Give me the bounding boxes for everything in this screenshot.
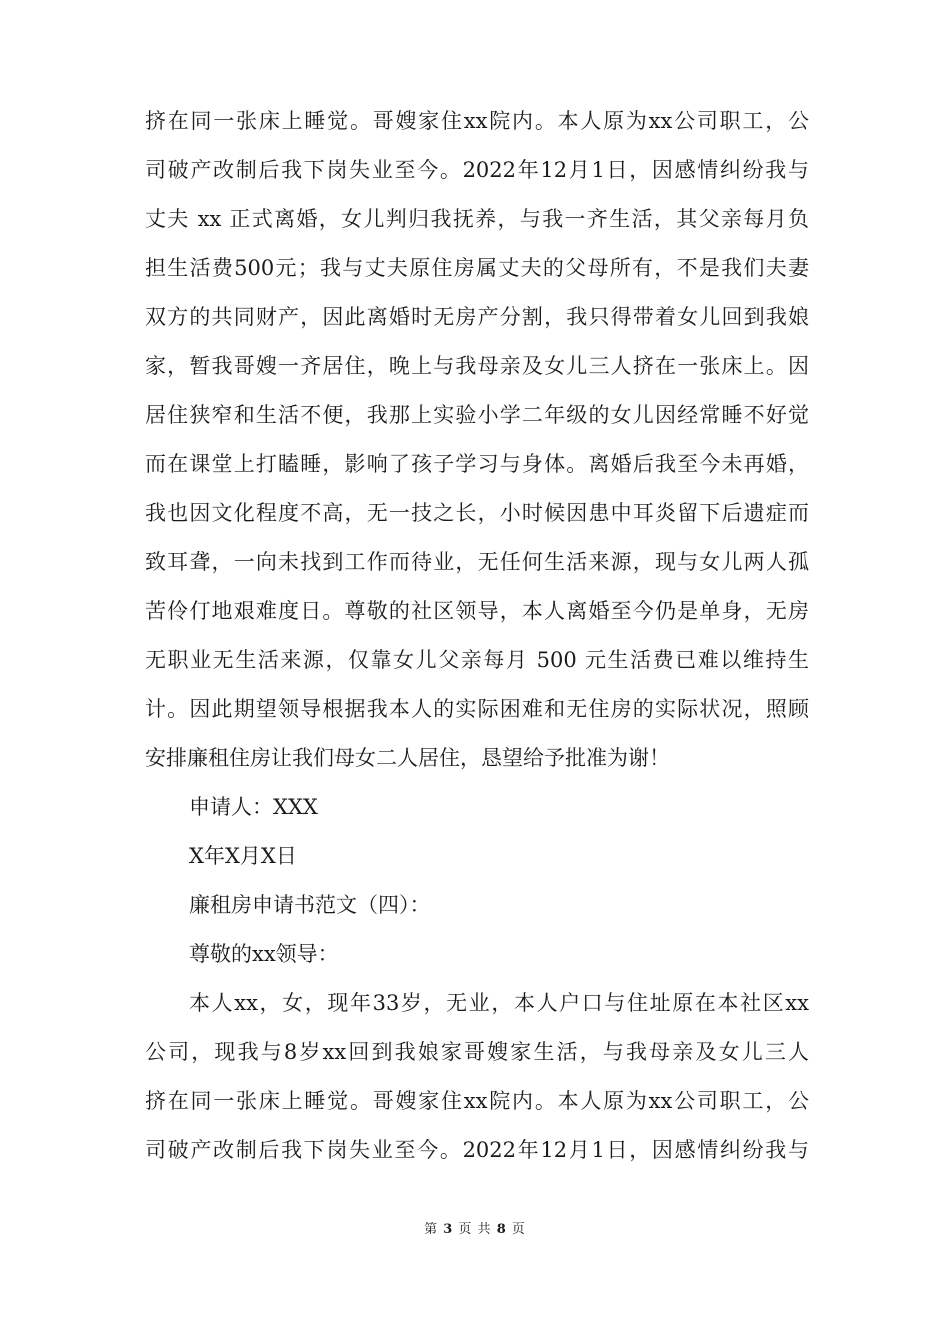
text-line: 担生活费500元；我与丈夫原住房属丈夫的父母所有，不是我们夫妻 (145, 256, 809, 280)
section-title: 廉租房申请书范文（四）： (189, 893, 431, 917)
footer-prefix: 第 (424, 1222, 439, 1237)
page-footer (0, 1218, 950, 1237)
text-line: 家，暂我哥嫂一齐居住，晚上与我母亲及女儿三人挤在一张床上。因 (145, 354, 809, 378)
current-page-number: 3 (443, 1222, 454, 1237)
text-line: 双方的共同财产，因此离婚时无房产分割，我只得带着女儿回到我娘 (145, 305, 809, 329)
text-line: 丈夫 xx 正式离婚，女儿判归我抚养，与我一齐生活，其父亲每月负 (145, 207, 809, 231)
text-line: 致耳聋，一向未找到工作而待业，无任何生活来源，现与女儿两人孤 (145, 550, 809, 574)
text-line: 无职业无生活来源，仅靠女儿父亲每月 500 元生活费已难以维持生 (145, 648, 809, 672)
text-line: 挤在同一张床上睡觉。哥嫂家住xx院内。本人原为xx公司职工，公 (145, 109, 809, 133)
text-line: 挤在同一张床上睡觉。哥嫂家住xx院内。本人原为xx公司职工，公 (145, 1089, 809, 1113)
text-line: 而在课堂上打瞌睡，影响了孩子学习与身体。离婚后我至今未再婚， (145, 452, 809, 476)
text-line: 公司，现我与8岁xx回到我娘家哥嫂家生活，与我母亲及女儿三人 (145, 1040, 809, 1064)
text-line: 居住狭窄和生活不便，我那上实验小学二年级的女儿因经常睡不好觉 (145, 403, 809, 427)
text-line: 本人xx，女，现年33岁，无业，本人户口与住址原在本社区xx (189, 991, 809, 1015)
text-line: 安排廉租住房让我们母女二人居住，恳望给予批准为谢！ (145, 746, 670, 770)
text-line: 司破产改制后我下岗失业至今。2022年12月1日，因感情纠纷我与 (145, 1138, 809, 1162)
text-line: 计。因此期望领导根据我本人的实际困难和无住房的实际状况，照顾 (145, 697, 809, 721)
application-date: X年X月X日 (189, 844, 297, 868)
applicant-signature: 申请人：XXX (189, 795, 318, 819)
salutation: 尊敬的xx领导： (189, 942, 339, 966)
footer-suffix: 页 (511, 1222, 526, 1237)
document-body (145, 97, 809, 1175)
text-line: 苦伶仃地艰难度日。尊敬的社区领导，本人离婚至今仍是单身，无房 (145, 599, 809, 623)
text-line: 我也因文化程度不高，无一技之长，小时候因患中耳炎留下后遗症而 (145, 501, 809, 525)
text-line: 司破产改制后我下岗失业至今。2022年12月1日，因感情纠纷我与 (145, 158, 809, 182)
footer-middle: 页 共 (458, 1222, 492, 1237)
total-page-count: 8 (496, 1222, 507, 1237)
